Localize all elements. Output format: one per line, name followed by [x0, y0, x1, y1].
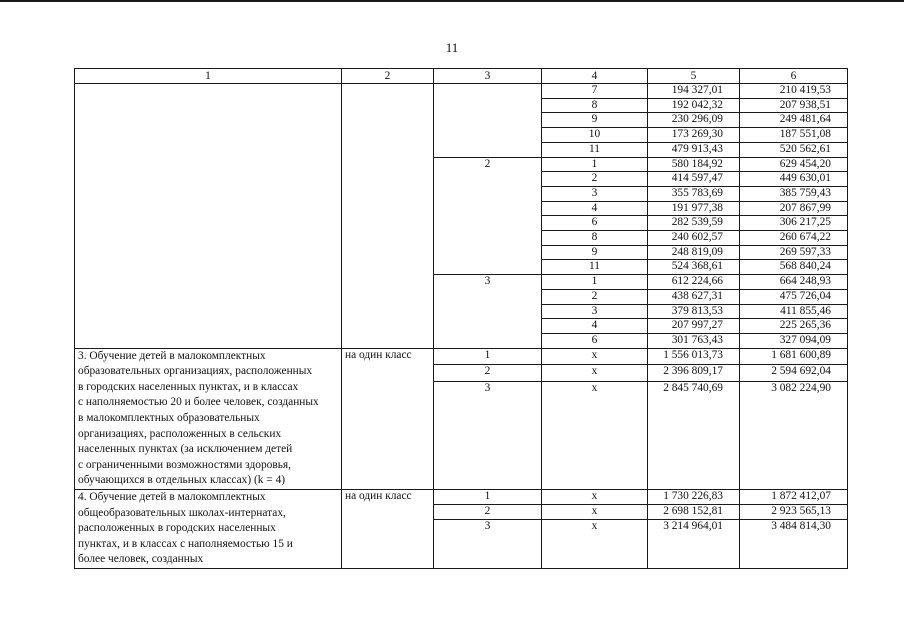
value-cell: 414 597,47	[648, 172, 740, 187]
description-line: расположенных в городских населенных	[78, 522, 276, 535]
class-number-cell: 1	[542, 157, 648, 172]
value-cell: 379 813,53	[648, 304, 740, 319]
description-line: населенных пунктах (за исключением детей	[78, 443, 293, 456]
description-line: 4. Обучение детей в малокомплектных	[78, 491, 266, 503]
value-cell: 306 217,25	[740, 216, 848, 231]
value-cell: 524 368,61	[648, 260, 740, 275]
class-number-cell: 7	[542, 84, 648, 99]
description-line: 3. Обучение детей в малокомплектных	[78, 349, 266, 362]
value-cell: 260 674,22	[740, 231, 848, 246]
class-number-cell: 8	[542, 98, 648, 113]
class-number-cell: 6	[542, 333, 648, 348]
value-cell: 301 763,43	[648, 333, 740, 348]
value-cell: 248 819,09	[648, 245, 740, 260]
class-mark-cell: х	[542, 348, 648, 365]
class-number-cell: 1	[542, 275, 648, 290]
value-cell: 2 698 152,81	[648, 504, 740, 519]
section-4-description	[75, 490, 342, 569]
column-header: 5	[648, 69, 740, 84]
value-cell: 612 224,66	[648, 275, 740, 290]
group-number-cell: 1	[434, 348, 542, 365]
value-cell: 2 594 692,04	[740, 365, 848, 382]
value-cell: 269 597,33	[740, 245, 848, 260]
class-mark-cell: х	[542, 519, 648, 568]
value-cell: 475 726,04	[740, 289, 848, 304]
value-cell: 191 977,38	[648, 201, 740, 216]
value-cell: 249 481,64	[740, 113, 848, 128]
value-cell: 385 759,43	[740, 186, 848, 201]
value-cell: 207 867,99	[740, 201, 848, 216]
description-line: обучающихся в отдельных классах) (k = 4)	[78, 474, 286, 487]
value-cell: 2 845 740,69	[648, 381, 740, 489]
value-cell: 568 840,24	[740, 260, 848, 275]
value-cell: 2 396 809,17	[648, 365, 740, 382]
value-cell: 411 855,46	[740, 304, 848, 319]
top-border-line	[0, 0, 904, 2]
value-cell: 3 484 814,30	[740, 519, 848, 568]
column-header: 2	[342, 69, 434, 84]
continued-description-cell	[75, 84, 342, 349]
table-row	[75, 348, 848, 365]
column-header: 4	[542, 69, 648, 84]
value-cell: 3 082 224,90	[740, 381, 848, 489]
class-mark-cell: х	[542, 365, 648, 382]
description-line: в городских населенных пунктах, и в классах	[78, 380, 299, 393]
class-mark-cell: х	[542, 504, 648, 519]
class-mark-cell: х	[542, 381, 648, 489]
group-number-cell: 1	[434, 490, 542, 505]
value-cell: 1 872 412,07	[740, 490, 848, 505]
table-row	[75, 84, 848, 99]
section-4-measure: на один класс	[342, 490, 434, 569]
class-number-cell: 3	[542, 186, 648, 201]
continued-measure-cell	[342, 84, 434, 349]
value-cell: 580 184,92	[648, 157, 740, 172]
section-3-description	[75, 348, 342, 489]
description-line: пунктах, и в классах с наполняемостью 15 и	[78, 537, 293, 550]
class-number-cell: 11	[542, 260, 648, 275]
value-cell: 207 997,27	[648, 319, 740, 334]
class-number-cell: 6	[542, 216, 648, 231]
value-cell: 187 551,08	[740, 128, 848, 143]
value-cell: 192 042,32	[648, 98, 740, 113]
value-cell: 479 913,43	[648, 142, 740, 157]
value-cell: 1 556 013,73	[648, 348, 740, 365]
value-cell: 194 327,01	[648, 84, 740, 99]
table-header-row	[75, 69, 848, 84]
value-cell: 173 269,30	[648, 128, 740, 143]
description-line: с ограниченными возможностями здоровья,	[78, 458, 292, 471]
group-number-cell: 3	[434, 519, 542, 568]
value-cell: 2 923 565,13	[740, 504, 848, 519]
value-cell: 629 454,20	[740, 157, 848, 172]
description-line: с наполняемостью 20 и более человек, созданных	[78, 396, 319, 409]
description-line: в малокомплектных образовательных	[78, 412, 260, 425]
description-line: образовательных организациях, расположенных	[78, 365, 313, 378]
value-cell: 3 214 964,01	[648, 519, 740, 568]
section-3-measure: на один класс	[342, 348, 434, 489]
class-number-cell: 2	[542, 172, 648, 187]
group-label-cell: 2	[434, 157, 542, 275]
value-cell: 438 627,31	[648, 289, 740, 304]
value-cell: 1 681 600,89	[740, 348, 848, 365]
value-cell: 282 539,59	[648, 216, 740, 231]
class-number-cell: 9	[542, 113, 648, 128]
value-cell: 327 094,09	[740, 333, 848, 348]
description-line: более человек, созданных	[78, 553, 204, 566]
group-number-cell: 2	[434, 365, 542, 382]
value-cell: 207 938,51	[740, 98, 848, 113]
tariff-table	[74, 68, 848, 569]
class-number-cell: 10	[542, 128, 648, 143]
description-line: организациях, расположенных в сельских	[78, 427, 282, 440]
value-cell: 449 630,01	[740, 172, 848, 187]
value-cell: 240 602,57	[648, 231, 740, 246]
column-header: 6	[740, 69, 848, 84]
value-cell: 230 296,09	[648, 113, 740, 128]
value-cell: 225 265,36	[740, 319, 848, 334]
value-cell: 520 562,61	[740, 142, 848, 157]
class-number-cell: 2	[542, 289, 648, 304]
class-number-cell: 3	[542, 304, 648, 319]
class-mark-cell: х	[542, 490, 648, 505]
value-cell: 210 419,53	[740, 84, 848, 99]
class-number-cell: 4	[542, 319, 648, 334]
value-cell: 355 783,69	[648, 186, 740, 201]
class-number-cell: 4	[542, 201, 648, 216]
class-number-cell: 11	[542, 142, 648, 157]
table-row	[75, 490, 848, 505]
value-cell: 664 248,93	[740, 275, 848, 290]
description-line: общеобразовательных школах-интернатах,	[78, 506, 286, 519]
column-header: 3	[434, 69, 542, 84]
page-number: 11	[445, 40, 459, 55]
column-header: 1	[75, 69, 342, 84]
value-cell: 1 730 226,83	[648, 490, 740, 505]
group-number-cell: 3	[434, 381, 542, 489]
group-number-cell: 2	[434, 504, 542, 519]
class-number-cell: 8	[542, 231, 648, 246]
group-label-cell	[434, 84, 542, 158]
group-label-cell: 3	[434, 275, 542, 349]
class-number-cell: 9	[542, 245, 648, 260]
